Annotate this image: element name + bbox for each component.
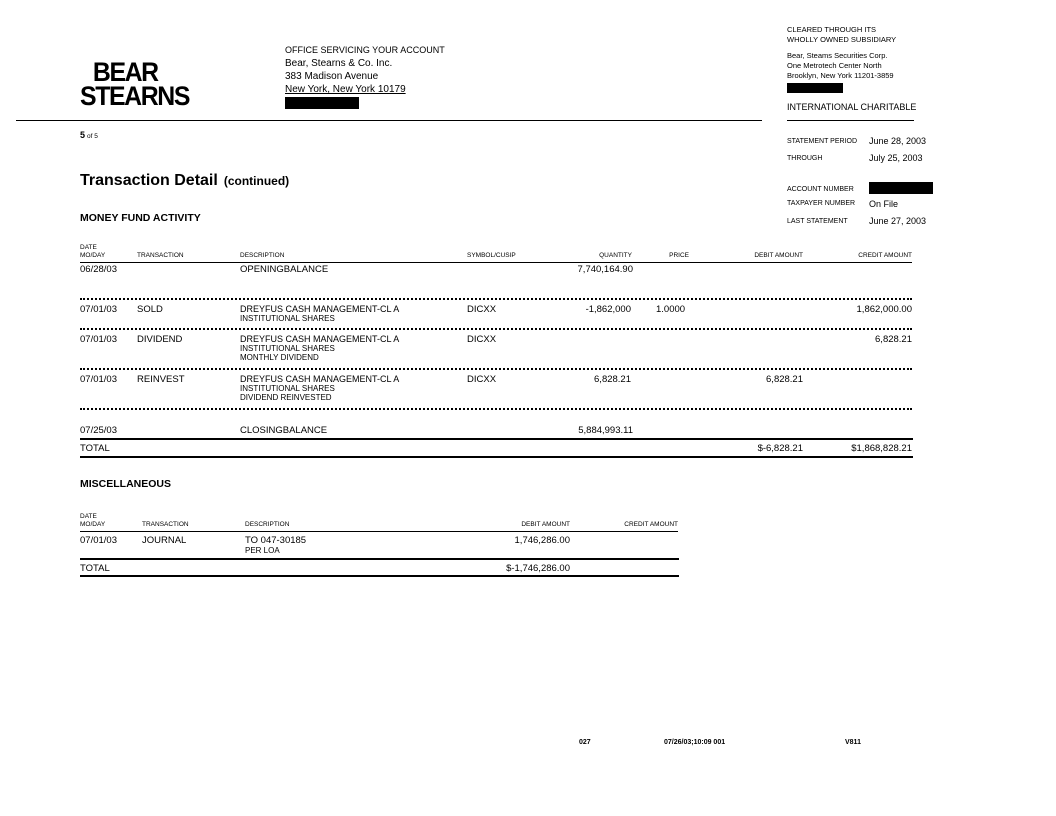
redacted-account-number — [869, 182, 933, 194]
redacted-block — [285, 97, 359, 109]
account-name: INTERNATIONAL CHARITABLE — [787, 102, 917, 112]
taxpayer-value: On File — [869, 199, 899, 209]
opening-date: 06/28/03 — [80, 264, 117, 275]
misc-header-rule — [80, 531, 678, 532]
col-date: DATE MO/DAY — [80, 244, 106, 259]
total-rule-bottom — [80, 456, 913, 458]
page-number: 5 of 5 — [80, 130, 98, 140]
misc-total-rule-top — [80, 558, 679, 560]
row-separator — [80, 368, 912, 371]
closing-date: 07/25/03 — [80, 425, 117, 436]
row-separator — [80, 298, 912, 301]
misc-col-date: DATE MO/DAY — [80, 513, 106, 528]
col-symbol: SYMBOL/CUSIP — [467, 252, 516, 259]
footer-code-2: 07/26/03;10:09 001 — [664, 739, 726, 746]
closing-description: CLOSINGBALANCE — [240, 425, 328, 436]
table-row-3-debit: 6,828.21 — [766, 374, 803, 385]
bear-stearns-logo: BEAR STEARNS — [80, 57, 190, 111]
header-divider-right — [787, 120, 914, 121]
opening-quantity: 7,740,164.90 — [577, 264, 633, 275]
table-row-2-symbol: DICXX — [467, 334, 497, 345]
office-name: Bear, Stearns & Co. Inc. — [285, 58, 393, 69]
through-label: THROUGH — [787, 155, 823, 162]
opening-description: OPENINGBALANCE — [240, 264, 329, 275]
table-row-1-quantity: -1,862,000 — [585, 304, 631, 315]
table-row-3-symbol: DICXX — [467, 374, 497, 385]
table-row-3-description: DREYFUS CASH MANAGEMENT-CL A INSTITUTIONAL SHARES DIVIDEND REINVESTED — [240, 374, 400, 402]
total-rule-top — [80, 438, 913, 440]
redacted-block — [787, 83, 843, 93]
misc-total-debit: $-1,746,286.00 — [506, 563, 570, 574]
table-row-1-transaction: SOLD — [137, 304, 163, 315]
header-rule — [80, 262, 912, 263]
statement-period-value: June 28, 2003 — [869, 136, 927, 146]
row-separator — [80, 328, 912, 331]
table-row-1-credit: 1,862,000.00 — [856, 304, 912, 315]
misc-row-date: 07/01/03 — [80, 535, 117, 546]
table-row-2-description: DREYFUS CASH MANAGEMENT-CL A INSTITUTIONAL SHARES MONTHLY DIVIDEND — [240, 334, 400, 362]
col-debit: DEBIT AMOUNT — [754, 252, 803, 259]
table-row-1-symbol: DICXX — [467, 304, 497, 315]
money-fund-heading: MONEY FUND ACTIVITY — [80, 212, 201, 224]
misc-row-debit: 1,746,286.00 — [514, 535, 570, 546]
total-credit: $1,868,828.21 — [851, 443, 912, 454]
office-address-block — [285, 44, 445, 113]
total-label: TOTAL — [80, 443, 110, 454]
statement-period-label: STATEMENT PERIOD — [787, 138, 858, 145]
table-row-1-description: DREYFUS CASH MANAGEMENT-CL A INSTITUTIONAL SHARES — [240, 304, 400, 323]
account-number-label: ACCOUNT NUMBER — [787, 186, 854, 193]
table-row-3-quantity: 6,828.21 — [594, 374, 631, 385]
misc-total-rule-bottom — [80, 575, 679, 577]
miscellaneous-heading: MISCELLANEOUS — [80, 478, 172, 490]
col-credit: CREDIT AMOUNT — [858, 252, 912, 259]
table-row-2-transaction: DIVIDEND — [137, 334, 183, 345]
page-title: Transaction Detail (continued) — [80, 172, 290, 189]
misc-col-description: DESCRIPTION — [245, 521, 290, 528]
last-statement-value: June 27, 2003 — [869, 216, 927, 226]
header-divider — [16, 120, 762, 121]
misc-total-label: TOTAL — [80, 563, 110, 574]
misc-row-transaction: JOURNAL — [142, 535, 187, 546]
taxpayer-label: TAXPAYER NUMBER — [787, 200, 856, 207]
col-price: PRICE — [669, 252, 689, 259]
office-city: New York, New York 10179 — [285, 84, 406, 95]
table-row-3-date: 07/01/03 — [80, 374, 117, 385]
clearing-address-block: CLEARED THROUGH ITS WHOLLY OWNED SUBSIDIARY Bear, Steams Securities Corp. One Metrotech Center North Brooklyn, New York 11201-3859 — [787, 25, 896, 96]
table-row-1-price: 1.0000 — [656, 304, 686, 315]
office-label: OFFICE SERVICING YOUR ACCOUNT — [285, 45, 445, 55]
last-statement-label: LAST STATEMENT — [787, 218, 848, 225]
misc-row-description: TO 047-30185 PER LOA — [245, 535, 307, 555]
footer-code-1: 027 — [579, 739, 591, 746]
table-row-3-transaction: REINVEST — [137, 374, 185, 385]
col-description: DESCRIPTION — [240, 252, 285, 259]
table-row-2-date: 07/01/03 — [80, 334, 117, 345]
col-quantity: QUANTITY — [599, 252, 632, 259]
through-value: July 25, 2003 — [869, 153, 923, 163]
office-street: 383 Madison Avenue — [285, 71, 379, 82]
row-separator — [80, 408, 912, 411]
misc-col-debit: DEBIT AMOUNT — [521, 521, 570, 528]
misc-col-transaction: TRANSACTION — [142, 521, 189, 528]
total-debit: $-6,828.21 — [757, 443, 803, 454]
table-row-1-date: 07/01/03 — [80, 304, 117, 315]
misc-col-credit: CREDIT AMOUNT — [624, 521, 678, 528]
table-row-2-credit: 6,828.21 — [875, 334, 912, 345]
col-transaction: TRANSACTION — [137, 252, 184, 259]
footer-code-3: V811 — [845, 739, 861, 746]
closing-quantity: 5,884,993.11 — [578, 425, 633, 436]
